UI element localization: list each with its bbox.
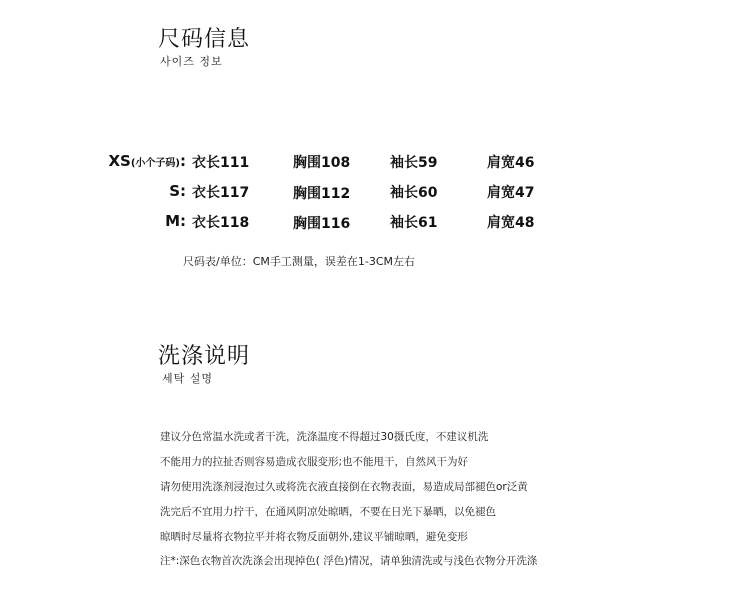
care-line: 建议分色常温水洗或者干洗，洗涤温度不得超过30摄氏度，不建议机洗	[160, 431, 489, 443]
size-section-title: 尺码信息	[158, 27, 251, 52]
size-section-subtitle: 사이즈 정보	[160, 55, 223, 68]
size-s-length: 衣长117	[192, 185, 250, 201]
size-s-sleeve: 袖长60	[390, 185, 438, 201]
size-s-chest: 胸围112	[293, 186, 351, 202]
size-m-sleeve: 袖长61	[390, 215, 438, 231]
size-label-suffix: :	[180, 212, 186, 230]
size-row-label-xs	[76, 152, 186, 170]
size-label-main: XS	[108, 152, 131, 170]
care-line: 晾晒时尽量将衣物拉平并将衣物反面朝外,建议平铺晾晒，避免变形	[160, 531, 468, 543]
care-section-title: 洗涤说明	[158, 344, 251, 369]
care-line: 请勿使用洗涤剂浸泡过久或将洗衣液直接倒在衣物表面，易造成局部褪色or泛黄	[160, 481, 528, 493]
size-m-chest: 胸围116	[293, 216, 351, 232]
care-line: 洗完后不宜用力拧干，在通风阴凉处晾晒，不要在日光下暴晒，以免褪色	[160, 506, 496, 518]
size-s-shoulder: 肩宽47	[487, 185, 535, 201]
size-row-label-m	[76, 212, 186, 230]
size-m-shoulder: 肩宽48	[487, 215, 535, 231]
size-label-suffix: :	[180, 182, 186, 200]
size-xs-length: 衣长111	[192, 155, 250, 171]
size-xs-sleeve: 袖长59	[390, 155, 438, 171]
care-line: 不能用力的拉扯否则容易造成衣服变形;也不能甩干，自然风干为好	[160, 456, 469, 468]
size-label-main: M	[165, 212, 180, 230]
size-xs-shoulder: 肩宽46	[487, 155, 535, 171]
size-label-suffix: :	[180, 152, 186, 170]
size-note: 尺码表/单位：CM手工测量，误差在1-3CM左右	[183, 255, 416, 268]
size-xs-chest: 胸围108	[293, 155, 351, 171]
size-label-small: (小个子码)	[130, 158, 180, 169]
size-row-label-s	[76, 182, 186, 200]
size-label-main: S	[169, 182, 180, 200]
care-section-subtitle: 세탁 설명	[162, 372, 214, 385]
size-m-length: 衣长118	[192, 215, 250, 231]
care-line: 注*:深色衣物首次洗涤会出现掉色( 浮色)情况，请单独清洗或与浅色衣物分开洗涤	[160, 555, 538, 567]
